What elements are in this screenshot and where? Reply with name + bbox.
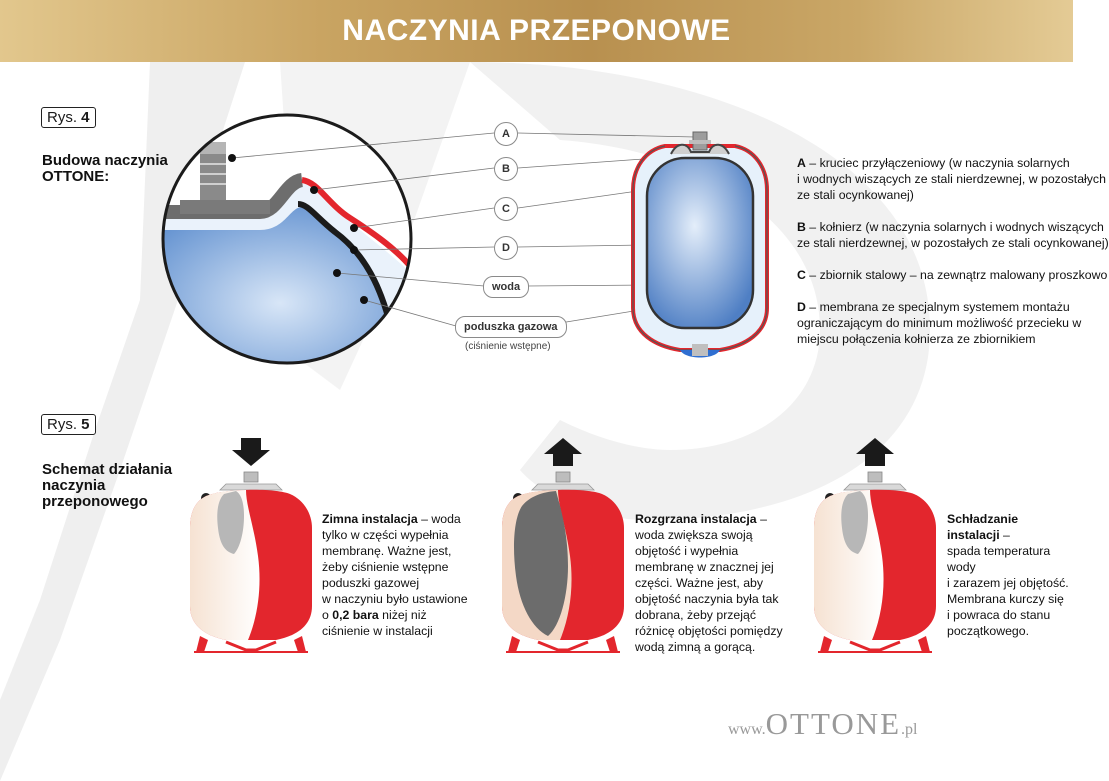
- figure-4-title-line1: Budowa naczynia: [42, 152, 168, 169]
- description-b-key: B: [797, 220, 806, 234]
- state-cold-title: Zimna instalacja: [322, 512, 418, 526]
- state-cooling-line3: Membrana kurczy się: [947, 592, 1064, 606]
- page-title: NACZYNIA PRZEPONOWE: [342, 14, 731, 47]
- state-cold-final: ciśnienie w instalacji: [322, 624, 433, 638]
- state-cooling-line1: spada temperatura wody: [947, 544, 1051, 574]
- description-b: [797, 219, 1109, 251]
- description-d-key: D: [797, 300, 806, 314]
- callout-a: A: [494, 122, 518, 146]
- figure-5-title: [42, 462, 172, 510]
- description-a: [797, 155, 1109, 203]
- vessel-heated-state: [498, 436, 628, 662]
- component-descriptions: [797, 155, 1109, 363]
- description-d: [797, 299, 1109, 347]
- state-heated-line6: dobrana, żeby przejąć: [635, 608, 756, 622]
- description-a-line2: i wodnych wiszących ze stali nierdzewnej, w pozostałych: [797, 172, 1106, 186]
- state-cooling-line4: i powraca do stanu: [947, 608, 1051, 622]
- description-c: [797, 267, 1109, 283]
- description-b-line2: ze stali nierdzewnej, w pozostałych ze stali ocynkowanej): [797, 236, 1109, 250]
- state-cold-description: [322, 511, 468, 639]
- description-d-line2: ograniczającym do minimum możliwość przecieku w: [797, 316, 1082, 330]
- state-heated-line5: objętość naczynia była tak: [635, 592, 779, 606]
- arrow-up-icon: [856, 438, 894, 466]
- figure-5-title-line2: naczynia: [42, 477, 106, 494]
- callout-b: B: [494, 157, 518, 181]
- vessel-cooling-state: [810, 436, 940, 662]
- figure-5-label: [41, 414, 96, 435]
- callout-c: C: [494, 197, 518, 221]
- state-cooling-description: [947, 511, 1073, 639]
- figure-5-title-line1: Schemat działania: [42, 461, 173, 478]
- state-cold-line4: poduszki gazowej: [322, 576, 420, 590]
- arrow-up-icon: [544, 438, 582, 466]
- state-cold-line2: membranę. Ważne jest,: [322, 544, 452, 558]
- description-c-key: C: [797, 268, 806, 282]
- footer-prefix: www.: [728, 721, 766, 738]
- state-cold-line3: żeby ciśnienie wstępne: [322, 560, 449, 574]
- footer-website[interactable]: [728, 706, 918, 742]
- figure-5-title-line3: przeponowego: [42, 493, 148, 510]
- footer-brand: OTTONE: [765, 706, 902, 741]
- state-cooling-line2: i zarazem jej objętość.: [947, 576, 1069, 590]
- gas-pressure-note: (ciśnienie wstępne): [465, 341, 551, 352]
- description-b-line1: – kołnierz (w naczynia solarnych i wodnych wiszących: [805, 220, 1104, 234]
- state-cold-line0: – woda: [417, 512, 461, 526]
- state-heated-line1: woda zwiększa swoją: [635, 528, 753, 542]
- state-heated-line3: membranę w znacznej jej: [635, 560, 774, 574]
- arrow-down-icon: [232, 438, 270, 466]
- figure-4-title-line2: OTTONE:: [42, 168, 110, 185]
- state-heated-title: Rozgrzana instalacja: [635, 512, 757, 526]
- state-cooling-title: Schładzanie instalacji: [947, 512, 1019, 542]
- state-cold-last-post: niżej niż: [378, 608, 427, 622]
- vessel-cross-section: [625, 128, 775, 368]
- description-a-line3: ze stali ocynkowanej): [797, 188, 914, 202]
- description-a-line1: – kruciec przyłączeniowy (w naczynia solarnych: [805, 156, 1070, 170]
- state-heated-line2: objętość i wypełnia: [635, 544, 739, 558]
- state-cold-pressure-value: 0,2 bara: [332, 608, 379, 622]
- figure-4-label-number: 4: [81, 109, 90, 126]
- state-cooling-line0: –: [999, 528, 1010, 542]
- description-d-line1: – membrana ze specjalnym systemem montażu: [805, 300, 1070, 314]
- state-cold-line5: w naczyniu było ustawione: [322, 592, 468, 606]
- state-cold-line1: tylko w części wypełnia: [322, 528, 449, 542]
- callout-d: D: [494, 236, 518, 260]
- vessel-cold-state: [186, 436, 316, 662]
- figure-5-label-prefix: Rys.: [47, 416, 77, 433]
- state-heated-line8: wodą zimną a gorącą.: [635, 640, 756, 654]
- figure-4-label-prefix: Rys.: [47, 109, 77, 126]
- footer-suffix: .pl: [901, 721, 918, 738]
- description-c-line1: – zbiornik stalowy – na zewnątrz malowany proszkowo: [805, 268, 1108, 282]
- description-a-key: A: [797, 156, 806, 170]
- state-cold-last-pre: o: [322, 608, 333, 622]
- state-heated-line0: –: [756, 512, 767, 526]
- callout-gas-cushion: poduszka gazowa: [455, 316, 567, 338]
- state-heated-description: [635, 511, 783, 655]
- state-heated-line4: części. Ważne jest, aby: [635, 576, 764, 590]
- description-d-line3: miejscu połączenia kołnierza ze zbiornikiem: [797, 332, 1036, 346]
- figure-5-label-number: 5: [81, 416, 90, 433]
- state-cooling-line5: początkowego.: [947, 624, 1030, 638]
- callout-water: woda: [483, 276, 529, 298]
- state-heated-line7: różnicę objętości pomiędzy: [635, 624, 783, 638]
